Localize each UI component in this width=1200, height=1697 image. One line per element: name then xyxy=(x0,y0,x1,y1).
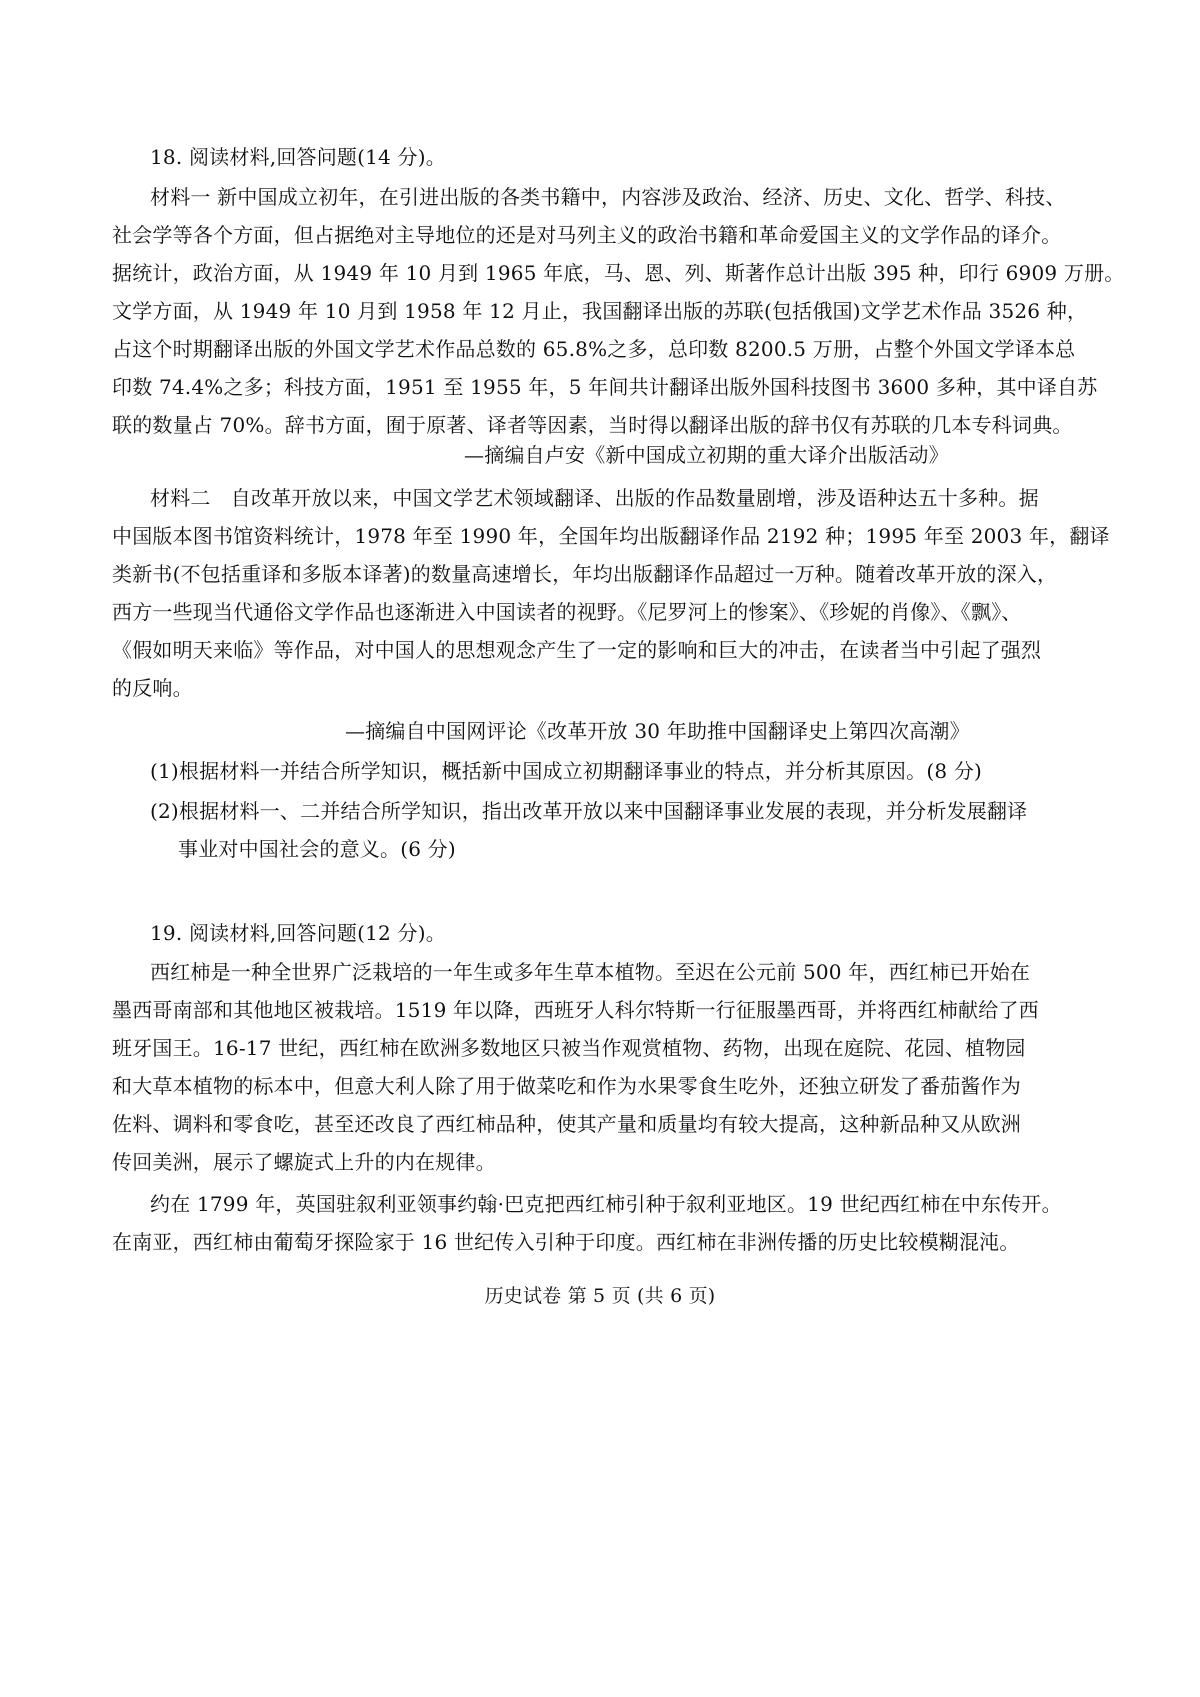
q19-paragraph-2-line: 在南亚，西红柿由葡萄牙探险家于 16 世纪传入引种于印度。西红柿在非洲传播的历史比较模糊混沌。 xyxy=(112,1230,1020,1254)
q19-paragraph-line: 班牙国王。16-17 世纪，西红柿在欧洲多数地区只被当作观赏植物、药物，出现在庭院、花园、植物园 xyxy=(112,1036,1026,1060)
material-1-line: 社会学等各个方面，但占据绝对主导地位的还是对马列主义的政治书籍和革命爱国主义的文学作品的译介。 xyxy=(112,223,1062,247)
material-2-source: —摘编自中国网评论《改革开放 30 年助推中国翻译史上第四次高潮》 xyxy=(345,719,970,743)
material-1-line: 材料一 新中国成立初年，在引进出版的各类书籍中，内容涉及政治、经济、历史、文化、哲学、科技、 xyxy=(150,185,1066,209)
material-1-source: —摘编自卢安《新中国成立初期的重大译介出版活动》 xyxy=(464,443,949,467)
question-18-title: 18. 阅读材料,回答问题(14 分)。 xyxy=(150,145,446,169)
material-2-line: 类新书(不包括重译和多版本译著)的数量高速增长，年均出版翻译作品超过一万种。随着改革开放的深入， xyxy=(112,562,1058,586)
material-2-line: 《假如明天来临》等作品，对中国人的思想观念产生了一定的影响和巨大的冲击，在读者当中引起了强烈 xyxy=(112,638,1042,662)
material-1-line: 据统计，政治方面，从 1949 年 10 月到 1965 年底，马、恩、列、斯著作总计出版 395 种，印行 6909 万册。 xyxy=(112,261,1125,285)
material-1-line: 联的数量占 70%。辞书方面，囿于原著、译者等因素，当时得以翻译出版的辞书仅有苏联的几本专科词典。 xyxy=(112,413,1073,437)
material-2-line: 中国版本图书馆资料统计，1978 年至 1990 年，全国年均出版翻译作品 2192 种；1995 年至 2003 年，翻译 xyxy=(112,524,1110,548)
material-1-line: 印数 74.4%之多；科技方面，1951 至 1955 年，5 年间共计翻译出版外国科技图书 3600 多种，其中译自苏 xyxy=(112,375,1098,399)
material-1-line: 占这个时期翻译出版的外国文学艺术作品总数的 65.8%之多，总印数 8200.5 万册，占整个外国文学译本总 xyxy=(112,337,1076,361)
sub-question-2-line: (2)根据材料一、二并结合所学知识，指出改革开放以来中国翻译事业发展的表现，并分析发展翻译 xyxy=(150,799,1028,823)
q19-paragraph-line: 佐料、调料和零食吃，甚至还改良了西红柿品种，使其产量和质量均有较大提高，这种新品种又从欧洲 xyxy=(112,1112,1021,1136)
material-2-line: 的反响。 xyxy=(112,676,193,700)
material-2-line: 西方一些现当代通俗文学作品也逐渐进入中国读者的视野。《尼罗河上的惨案》、《珍妮的肖像》、《飘》、 xyxy=(112,600,1022,624)
question-19-title: 19. 阅读材料,回答问题(12 分)。 xyxy=(150,921,446,945)
sub-question-1: (1)根据材料一并结合所学知识，概括新中国成立初期翻译事业的特点，并分析其原因。(8 分) xyxy=(150,759,983,783)
q19-paragraph-2-line: 约在 1799 年，英国驻叙利亚领事约翰·巴克把西红柿引种于叙利亚地区。19 世纪西红柿在中东传开。 xyxy=(150,1192,1062,1216)
q19-paragraph-line: 传回美洲，展示了螺旋式上升的内在规律。 xyxy=(112,1150,496,1174)
q19-paragraph-line: 西红柿是一种全世界广泛栽培的一年生或多年生草本植物。至迟在公元前 500 年，西红柿已开始在 xyxy=(150,960,1031,984)
material-1-line: 文学方面，从 1949 年 10 月到 1958 年 12 月止，我国翻译出版的苏联(包括俄国)文学艺术作品 3526 种， xyxy=(112,299,1088,323)
q19-paragraph-line: 墨西哥南部和其他地区被栽培。1519 年以降，西班牙人科尔特斯一行征服墨西哥，并将西红柿献给了西 xyxy=(112,998,1039,1022)
sub-question-2-line: 事业对中国社会的意义。(6 分) xyxy=(178,837,456,861)
material-2-line: 材料二 自改革开放以来，中国文学艺术领域翻译、出版的作品数量剧增，涉及语种达五十多种。据 xyxy=(150,486,1039,510)
page-footer: 历史试卷 第 5 页 (共 6 页) xyxy=(484,1285,716,1307)
q19-paragraph-line: 和大草本植物的标本中，但意大利人除了用于做菜吃和作为水果零食生吃外，还独立研发了番茄酱作为 xyxy=(112,1074,1021,1098)
